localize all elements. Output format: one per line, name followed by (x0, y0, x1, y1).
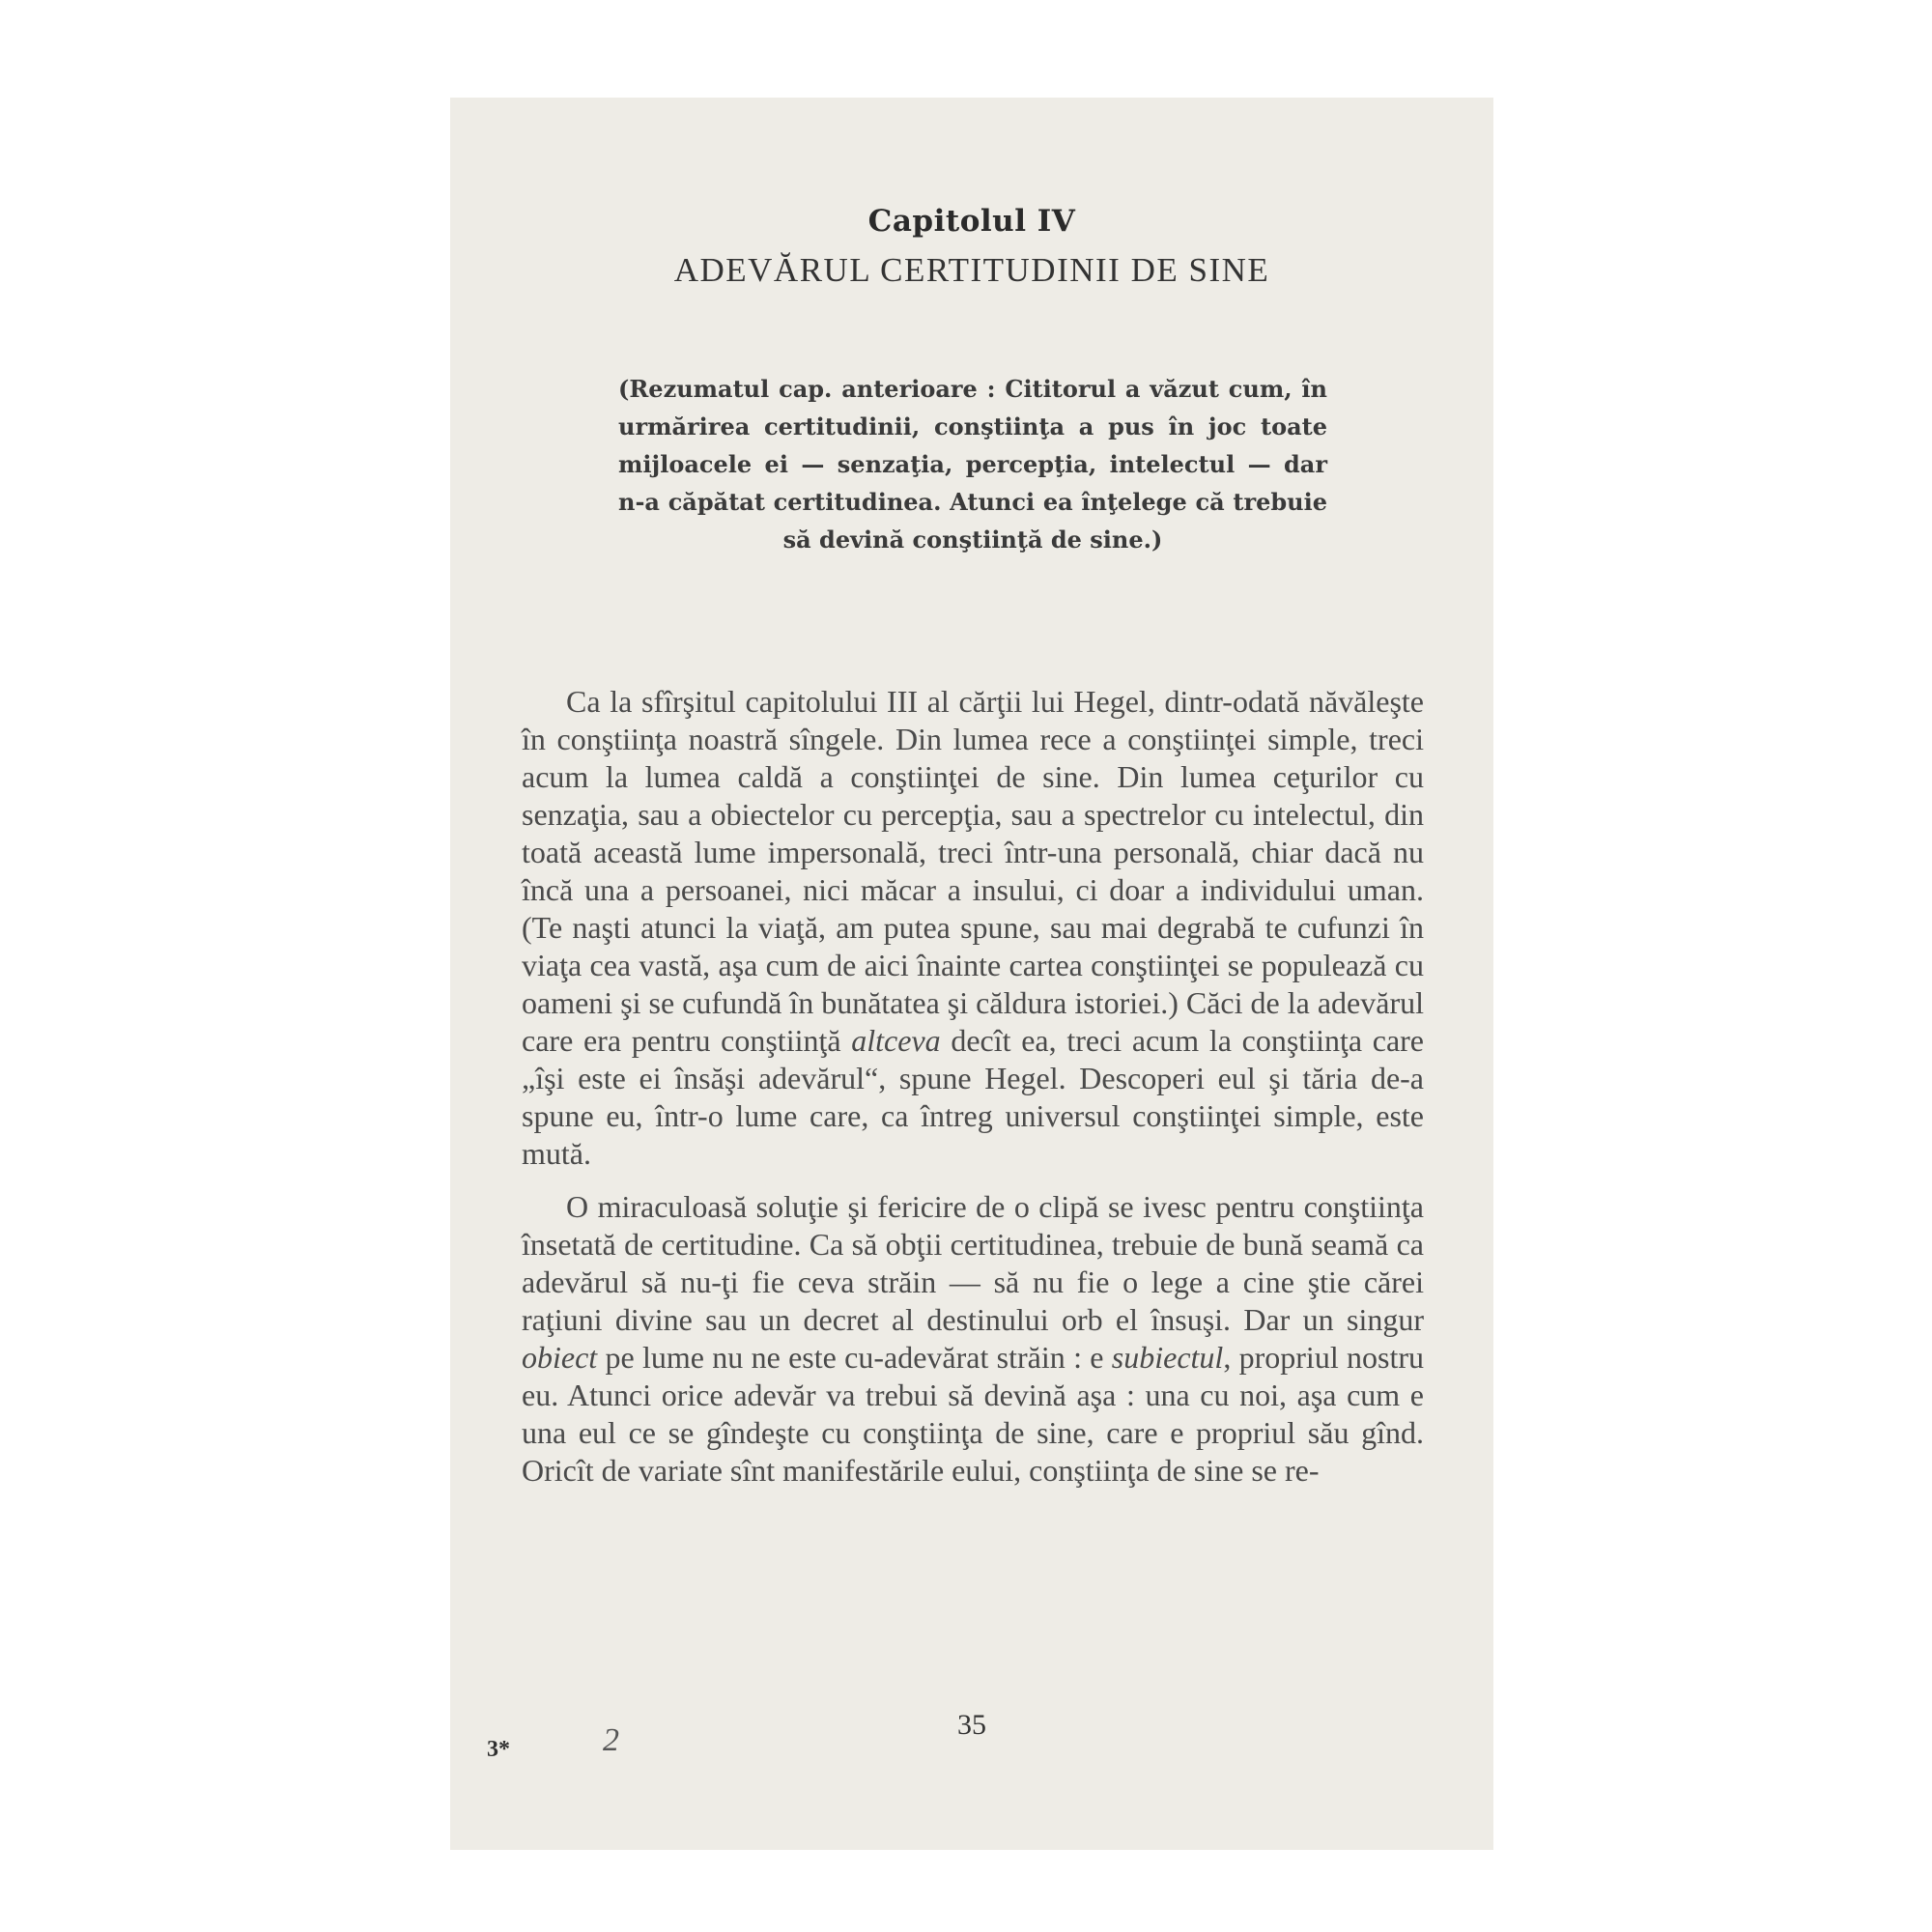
paragraph-2-text-a: O miraculoasă soluţie şi fericire de o clipă se ivesc pentru conştiinţa însetată de certitudine. Ca să obţii certitudinea, trebuie de bună seamă ca adevărul să nu-ţi fie ceva străin — să nu fie o lege a cine ştie cărei raţiuni divine sau un decret al destinului orb el însuşi. Dar un singur (522, 1189, 1424, 1337)
body-text (522, 683, 1424, 1490)
paragraph-1 (522, 683, 1424, 1173)
paragraph-2-italic-b: subiectul (1111, 1340, 1224, 1375)
chapter-summary: (Rezumatul cap. anterioare : Cititorul a văzut cum, în urmărirea certitudinii, conştiinţa a pus în joc toate mijloacele ei — senzaţia, percepţia, intelectul — dar n-a căpătat certitudinea. Atunci ea înţelege că trebuie să devină conştiinţă de sine.) (618, 375, 1327, 554)
page-number: 35 (957, 1709, 986, 1741)
chapter-title: ADEVĂRUL CERTITUDINII DE SINE (673, 251, 1270, 289)
paragraph-2-text-c: , propriul nostru eu. Atunci orice adevăr va trebui să devină aşa : una cu noi, aşa cum e una eul ce se gîndeşte cu conştiinţa de sine, care e propriul său gînd. Oricît de variate sînt manifestările eului, conştiinţa de sine se re- (522, 1340, 1425, 1488)
paragraph-1-italic: altceva (851, 1023, 941, 1058)
paragraph-2-italic-a: obiect (522, 1340, 598, 1375)
signature-mark: 3* (487, 1737, 510, 1762)
paragraph-1-text-b: decît ea, treci acum la conştiinţa care „îşi este ei însăşi adevărul“, spune Hegel. Descoperi eul şi tăria de-a spune eu, într-o lume care, ca întreg universul conştiinţei simple, este mută. (522, 1023, 1425, 1171)
paragraph-2 (522, 1188, 1424, 1490)
handwritten-mark: 2 (603, 1722, 619, 1758)
paragraph-2-text-b: pe lume nu ne este cu-adevărat străin : e (597, 1340, 1112, 1375)
book-page (450, 98, 1493, 1850)
chapter-number: Capitolul IV (867, 204, 1076, 239)
paragraph-1-text-a: Ca la sfîrşitul capitolului III al cărţii lui Hegel, dintr-odată năvăleşte în conştiinţa noastră sîngele. Din lumea rece a conştiinţei simple, treci acum la lumea caldă a conştiinţei de sine. Din lumea ceţurilor cu senzaţia, sau a obiectelor cu percepţia, sau a spectrelor cu intelectul, din toată această lume impersonală, treci într-una personală, chiar dacă nu încă una a persoanei, nici măcar a insului, ci doar a individului uman. (Te naşti atunci la viaţă, am putea spune, sau mai degrabă te cufunzi în viaţa cea vastă, aşa cum de aici înainte cartea conştiinţei se populează cu oameni şi se cufundă în bunătatea şi căldura istoriei.) Căci de la adevărul care era pentru conştiinţă (522, 684, 1424, 1058)
